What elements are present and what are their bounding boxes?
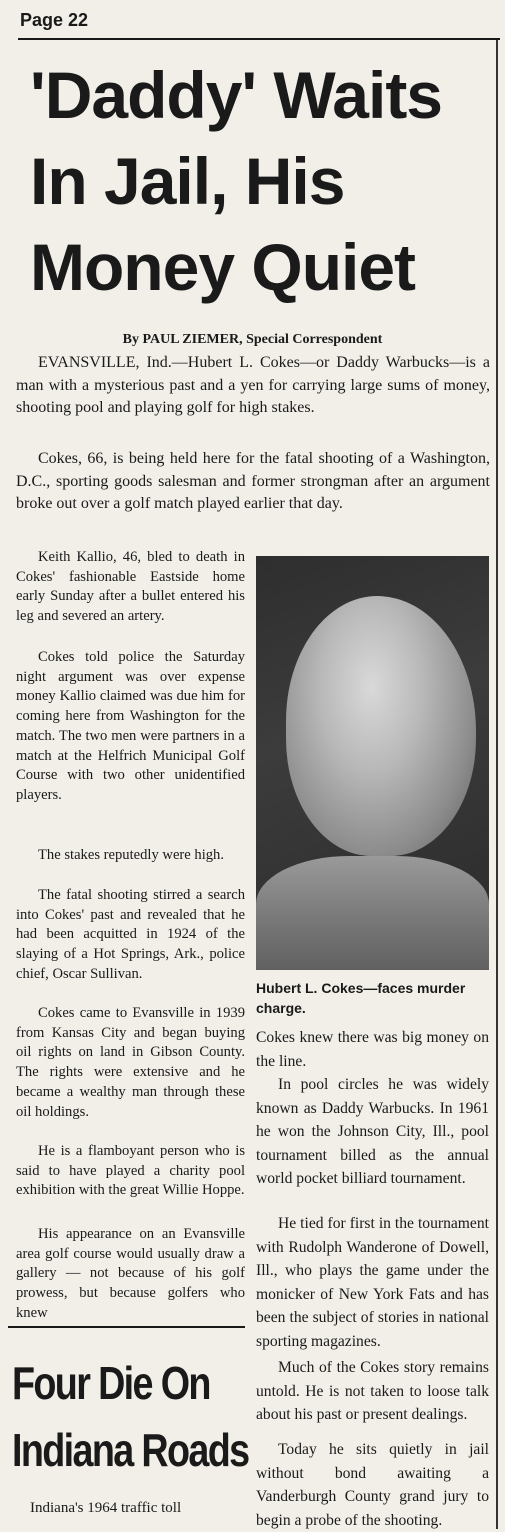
right-column-paragraph-5: Today he sits quietly in jail without bond awaiting a Vanderburgh County grand jury to begin a probe of the shooting. xyxy=(256,1441,489,1529)
portrait-shirt xyxy=(256,856,489,970)
byline: By PAUL ZIEMER, Special Correspondent xyxy=(122,332,383,347)
left-column-paragraph-2: Cokes told police the Saturday night argument was over expense money Kallio claimed was due him for coming here from Washington for the match. The two men were partners in a match at the Helfrich Municipal Golf Course with two other unidentified players. xyxy=(16,649,245,803)
second-story-headline-line-2: Indiana Roads xyxy=(12,1424,249,1476)
second-story-headline xyxy=(12,1350,249,1484)
intro-paragraph-2: Cokes, 66, is being held here for the fatal shooting of a Washington, D.C., sporting goods salesman and former strongman after an argument broke out over a golf match played earlier that day. xyxy=(16,450,490,512)
intro-paragraph-1: EVANSVILLE, Ind.—Hubert L. Cokes—or Daddy Warbucks—is a man with a mysterious past and a yen for carrying large sums of money, shooting pool and playing golf for high stakes. xyxy=(16,354,490,416)
top-rule xyxy=(18,38,500,40)
right-column-paragraph-4: Much of the Cokes story remains untold. He is not taken to loose talk about his past or present dealings. xyxy=(256,1359,489,1423)
left-column-paragraph-7: His appearance on an Evansville area golf course would usually draw a gallery — not because of his golf prowess, but because golfers who knew xyxy=(16,1226,245,1321)
portrait-face xyxy=(286,596,476,856)
photo-caption: Hubert L. Cokes—faces murder charge. xyxy=(256,980,466,1016)
left-column-paragraph-1: Keith Kallio, 46, bled to death in Cokes' fashionable Eastside home early Sunday after a bullet entered his leg and severed an artery. xyxy=(16,549,245,625)
headline-line-2: In Jail, His xyxy=(30,144,345,218)
left-column-paragraph-3: The stakes reputedly were high. xyxy=(38,847,225,863)
headline-line-3: Money Quiet xyxy=(30,230,416,304)
right-column-paragraph-3: He tied for first in the tournament with Rudolph Wanderone of Dowell, Ill., who plays the game under the monicker of New York Fats and has been the subject of stories in national sporting magazines. xyxy=(256,1215,489,1350)
headline-line-1: 'Daddy' Waits xyxy=(30,58,443,132)
portrait-photo xyxy=(256,556,489,970)
right-column-paragraph-1: Cokes knew there was big money on the line. xyxy=(256,1029,489,1070)
second-story-rule xyxy=(8,1326,245,1328)
left-column-paragraph-6: He is a flamboyant person who is said to have played a charity pool exhibition with the great Willie Hoppe. xyxy=(16,1143,245,1199)
left-column-paragraph-4: The fatal shooting stirred a search into Cokes' past and revealed that he had been acquitted in 1924 of the slaying of a Hot Springs, Ark., police chief, Oscar Sullivan. xyxy=(16,887,245,982)
right-column-paragraph-2: In pool circles he was widely known as Daddy Warbucks. In 1961 he won the Johnson City, Ill., pool tournament billed as the annual world pocket billiard tournament. xyxy=(256,1076,489,1187)
second-story-text: Indiana's 1964 traffic toll xyxy=(30,1500,182,1516)
left-column-paragraph-5: Cokes came to Evansville in 1939 from Kansas City and began buying oil rights on land in Gibson County. The rights were extensive and he became a wealthy man through these oil holdings. xyxy=(16,1005,245,1120)
page-label: Page 22 xyxy=(20,10,89,30)
headline xyxy=(30,52,492,310)
second-story-headline-line-1: Four Die On xyxy=(12,1357,210,1409)
right-column-rule xyxy=(496,40,498,1529)
